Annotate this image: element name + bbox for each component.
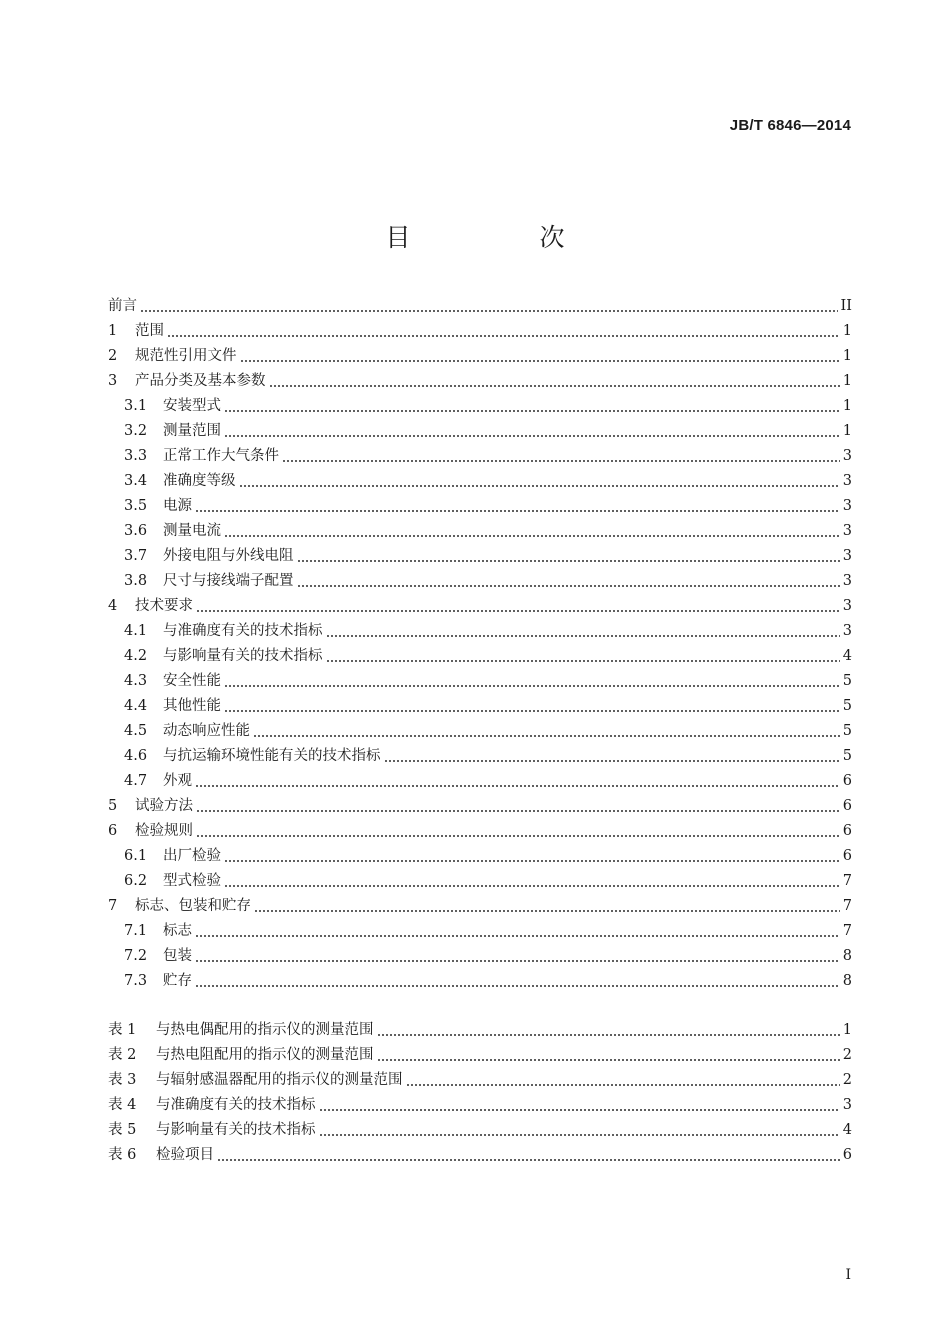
toc-entry-title: 外观 <box>163 773 192 789</box>
toc-entry-number: 6.1 <box>124 848 148 864</box>
toc-entry-number: 表 6 <box>108 1147 137 1163</box>
toc-entry-title: 正常工作大气条件 <box>163 448 279 464</box>
toc-entry <box>108 444 852 469</box>
dot-leader <box>384 756 840 766</box>
toc-entry-number: 表 1 <box>108 1022 137 1038</box>
toc-entry-title: 与影响量有关的技术指标 <box>163 648 323 664</box>
toc-entry <box>108 319 852 344</box>
toc-entry-title: 前言 <box>108 298 137 314</box>
toc-entry-title: 产品分类及基本参数 <box>135 373 266 389</box>
toc-entry-title: 贮存 <box>163 973 192 989</box>
toc-entry <box>108 469 852 494</box>
dot-leader <box>282 456 840 466</box>
dot-leader <box>195 781 840 791</box>
toc-entry <box>108 794 852 819</box>
toc-entry <box>108 744 852 769</box>
toc-entry-label <box>108 1118 316 1143</box>
toc-entry-title: 尺寸与接线端子配置 <box>163 573 294 589</box>
toc-entry-page: 7 <box>842 923 852 939</box>
toc-entry <box>108 369 852 394</box>
toc-entry-number: 4.4 <box>124 698 148 714</box>
toc-entry-label <box>108 844 221 869</box>
dot-leader <box>406 1080 840 1090</box>
toc-entry <box>108 1018 852 1043</box>
toc-entry-number: 3 <box>108 373 118 389</box>
toc-entry-number: 表 5 <box>108 1122 137 1138</box>
toc-entry-title: 技术要求 <box>135 598 193 614</box>
toc-entry-number: 3.2 <box>124 423 148 439</box>
toc-entry-page: 4 <box>842 1122 852 1138</box>
toc-entry <box>108 1068 852 1093</box>
toc-entry <box>108 619 852 644</box>
toc-entry-page: 1 <box>842 398 852 414</box>
toc-entry <box>108 294 852 319</box>
dot-leader <box>319 1130 840 1140</box>
toc-entry-label <box>108 569 294 594</box>
toc-entry <box>108 1093 852 1118</box>
toc-entry-number: 表 3 <box>108 1072 137 1088</box>
toc-entry-number: 3.8 <box>124 573 148 589</box>
toc-entry <box>108 594 852 619</box>
toc-entry-page: 7 <box>842 873 852 889</box>
dot-leader <box>326 631 840 641</box>
page-number: I <box>845 1267 851 1283</box>
toc-entry-page: 3 <box>842 548 852 564</box>
toc-entry-page: 3 <box>842 598 852 614</box>
dot-leader <box>224 531 840 541</box>
toc-entry-page: 1 <box>842 373 852 389</box>
dot-leader <box>195 506 840 516</box>
dot-leader <box>195 931 840 941</box>
toc-entry <box>108 344 852 369</box>
toc-entry-label <box>108 619 323 644</box>
toc-entry-title: 其他性能 <box>163 698 221 714</box>
toc-entry-title: 测量范围 <box>163 423 221 439</box>
toc-entry-page: 3 <box>842 448 852 464</box>
toc-entry-label <box>108 669 221 694</box>
list-of-tables <box>108 1018 852 1168</box>
dot-leader <box>240 356 840 366</box>
toc-entry <box>108 719 852 744</box>
toc-entry-title: 测量电流 <box>163 523 221 539</box>
toc-entry-page: 1 <box>842 1022 852 1038</box>
toc-entry-title: 与准确度有关的技术指标 <box>163 623 323 639</box>
toc-entry-number: 7.1 <box>124 923 148 939</box>
toc-entry-title: 与影响量有关的技术指标 <box>156 1122 316 1138</box>
document-code: JB/T 6846—2014 <box>729 117 851 134</box>
toc-entry-label <box>108 1093 316 1118</box>
toc-entry-number: 4.1 <box>124 623 148 639</box>
toc-entry-label <box>108 294 137 319</box>
dot-leader <box>377 1055 840 1065</box>
dot-leader <box>195 956 840 966</box>
toc-entry-title: 外接电阻与外线电阻 <box>163 548 294 564</box>
dot-leader <box>254 906 840 916</box>
toc-entry-number: 6 <box>108 823 118 839</box>
toc-entry-number: 3.3 <box>124 448 148 464</box>
toc-entry-title: 与热电偶配用的指示仪的测量范围 <box>156 1022 374 1038</box>
toc-entry-page: 3 <box>842 623 852 639</box>
toc-entry-label <box>108 969 192 994</box>
toc-entry-label <box>108 694 221 719</box>
dot-leader <box>224 706 840 716</box>
toc-entry <box>108 1118 852 1143</box>
toc-entry <box>108 769 852 794</box>
toc-entry-title: 型式检验 <box>163 873 221 889</box>
toc-entry-number: 4.7 <box>124 773 148 789</box>
toc-entry-label <box>108 794 193 819</box>
toc-entry <box>108 419 852 444</box>
toc-entry-number: 2 <box>108 348 118 364</box>
toc-entry-page: 8 <box>842 973 852 989</box>
toc-entry-title: 电源 <box>163 498 192 514</box>
toc-entry-number: 4.5 <box>124 723 148 739</box>
toc-entry-title: 标志、包装和贮存 <box>135 898 251 914</box>
toc-entry-page: 3 <box>842 498 852 514</box>
toc-entry-page: 3 <box>842 473 852 489</box>
toc-entry-title: 与辐射感温器配用的指示仪的测量范围 <box>156 1072 403 1088</box>
toc-entry-number: 1 <box>108 323 118 339</box>
table-of-contents <box>108 294 852 994</box>
toc-entry-title: 试验方法 <box>135 798 193 814</box>
toc-entry-label <box>108 519 221 544</box>
dot-leader <box>269 381 840 391</box>
dot-leader <box>224 681 840 691</box>
toc-entry-label <box>108 544 294 569</box>
toc-entry <box>108 694 852 719</box>
toc-entry <box>108 869 852 894</box>
dot-leader <box>377 1030 840 1040</box>
toc-entry-label <box>108 894 251 919</box>
toc-entry <box>108 944 852 969</box>
toc-entry-number: 3.1 <box>124 398 148 414</box>
toc-entry <box>108 644 852 669</box>
toc-entry-label <box>108 944 192 969</box>
toc-entry-title: 安装型式 <box>163 398 221 414</box>
toc-entry-page: 6 <box>842 1147 852 1163</box>
toc-entry-title: 准确度等级 <box>163 473 236 489</box>
toc-entry-number: 5 <box>108 798 118 814</box>
toc-entry-page: 6 <box>842 823 852 839</box>
toc-entry <box>108 819 852 844</box>
toc-entry-label <box>108 744 381 769</box>
toc-entry-number: 3.7 <box>124 548 148 564</box>
toc-entry <box>108 394 852 419</box>
toc-entry-number: 4.3 <box>124 673 148 689</box>
dot-leader <box>140 306 838 316</box>
toc-entry-number: 表 4 <box>108 1097 137 1113</box>
toc-entry <box>108 1043 852 1068</box>
toc-entry-label <box>108 1018 374 1043</box>
toc-entry-number: 3.5 <box>124 498 148 514</box>
toc-entry-label <box>108 419 221 444</box>
toc-entry-page: 5 <box>842 748 852 764</box>
toc-entry-label <box>108 594 193 619</box>
dot-leader <box>196 806 840 816</box>
dot-leader <box>224 856 840 866</box>
toc-entry-title: 标志 <box>163 923 192 939</box>
toc-entry <box>108 544 852 569</box>
toc-entry-label <box>108 644 323 669</box>
dot-leader <box>319 1105 840 1115</box>
toc-entry-page: 3 <box>842 523 852 539</box>
toc-entry-page: 6 <box>842 848 852 864</box>
dot-leader <box>297 556 840 566</box>
toc-entry <box>108 919 852 944</box>
toc-entry-page: 1 <box>842 323 852 339</box>
toc-entry-title: 与热电阻配用的指示仪的测量范围 <box>156 1047 374 1063</box>
toc-entry-title: 检验规则 <box>135 823 193 839</box>
toc-entry <box>108 494 852 519</box>
toc-entry-page: 5 <box>842 698 852 714</box>
dot-leader <box>253 731 840 741</box>
toc-entry-label <box>108 494 192 519</box>
toc-entry <box>108 894 852 919</box>
toc-entry-label <box>108 444 279 469</box>
toc-entry-title: 检验项目 <box>156 1147 214 1163</box>
dot-leader <box>167 331 840 341</box>
dot-leader <box>239 481 840 491</box>
toc-entry-title: 安全性能 <box>163 673 221 689</box>
toc-entry-label <box>108 394 221 419</box>
toc-entry-label <box>108 319 164 344</box>
toc-entry <box>108 519 852 544</box>
toc-entry-title: 规范性引用文件 <box>135 348 237 364</box>
dot-leader <box>196 831 840 841</box>
toc-entry-label <box>108 1143 214 1168</box>
dot-leader <box>217 1155 840 1165</box>
toc-entry-number: 7.3 <box>124 973 148 989</box>
toc-entry-number: 3.4 <box>124 473 148 489</box>
toc-entry-number: 4.6 <box>124 748 148 764</box>
toc-entry-title: 动态响应性能 <box>163 723 250 739</box>
toc-entry-number: 7.2 <box>124 948 148 964</box>
toc-entry-number: 3.6 <box>124 523 148 539</box>
page-title: 目 次 <box>385 223 617 252</box>
toc-entry-page: 4 <box>842 648 852 664</box>
toc-entry-title: 与准确度有关的技术指标 <box>156 1097 316 1113</box>
toc-entry-number: 6.2 <box>124 873 148 889</box>
toc-entry-page: 6 <box>842 773 852 789</box>
toc-entry <box>108 669 852 694</box>
dot-leader <box>224 406 840 416</box>
toc-entry-page: 3 <box>842 573 852 589</box>
toc-entry-label <box>108 469 236 494</box>
toc-entry-page: 7 <box>842 898 852 914</box>
dot-leader <box>224 431 840 441</box>
toc-entry-page: 6 <box>842 798 852 814</box>
toc-entry <box>108 969 852 994</box>
toc-entry-page: 2 <box>842 1047 852 1063</box>
toc-entry-number: 4.2 <box>124 648 148 664</box>
toc-entry-title: 与抗运输环境性能有关的技术指标 <box>163 748 381 764</box>
toc-entry-title: 范围 <box>135 323 164 339</box>
toc-entry-label <box>108 869 221 894</box>
toc-entry <box>108 1143 852 1168</box>
toc-entry-label <box>108 1068 403 1093</box>
toc-entry-label <box>108 1043 374 1068</box>
toc-entry <box>108 569 852 594</box>
toc-entry-page: 1 <box>842 423 852 439</box>
toc-entry-label <box>108 769 192 794</box>
toc-entry-label <box>108 344 237 369</box>
toc-entry-page: 3 <box>842 1097 852 1113</box>
dot-leader <box>195 981 840 991</box>
toc-entry-number: 表 2 <box>108 1047 137 1063</box>
toc-entry-label <box>108 919 192 944</box>
toc-entry-title: 包装 <box>163 948 192 964</box>
dot-leader <box>326 656 840 666</box>
dot-leader <box>196 606 840 616</box>
toc-entry-page: 5 <box>842 673 852 689</box>
toc-entry-page: 5 <box>842 723 852 739</box>
toc-entry-label <box>108 819 193 844</box>
toc-entry-page: II <box>840 298 852 314</box>
toc-entry-label <box>108 369 266 394</box>
toc-entry-label <box>108 719 250 744</box>
dot-leader <box>224 881 840 891</box>
toc-entry <box>108 844 852 869</box>
toc-entry-page: 1 <box>842 348 852 364</box>
toc-entry-page: 8 <box>842 948 852 964</box>
dot-leader <box>297 581 840 591</box>
toc-entry-number: 7 <box>108 898 118 914</box>
toc-entry-number: 4 <box>108 598 118 614</box>
toc-entry-title: 出厂检验 <box>163 848 221 864</box>
toc-entry-page: 2 <box>842 1072 852 1088</box>
